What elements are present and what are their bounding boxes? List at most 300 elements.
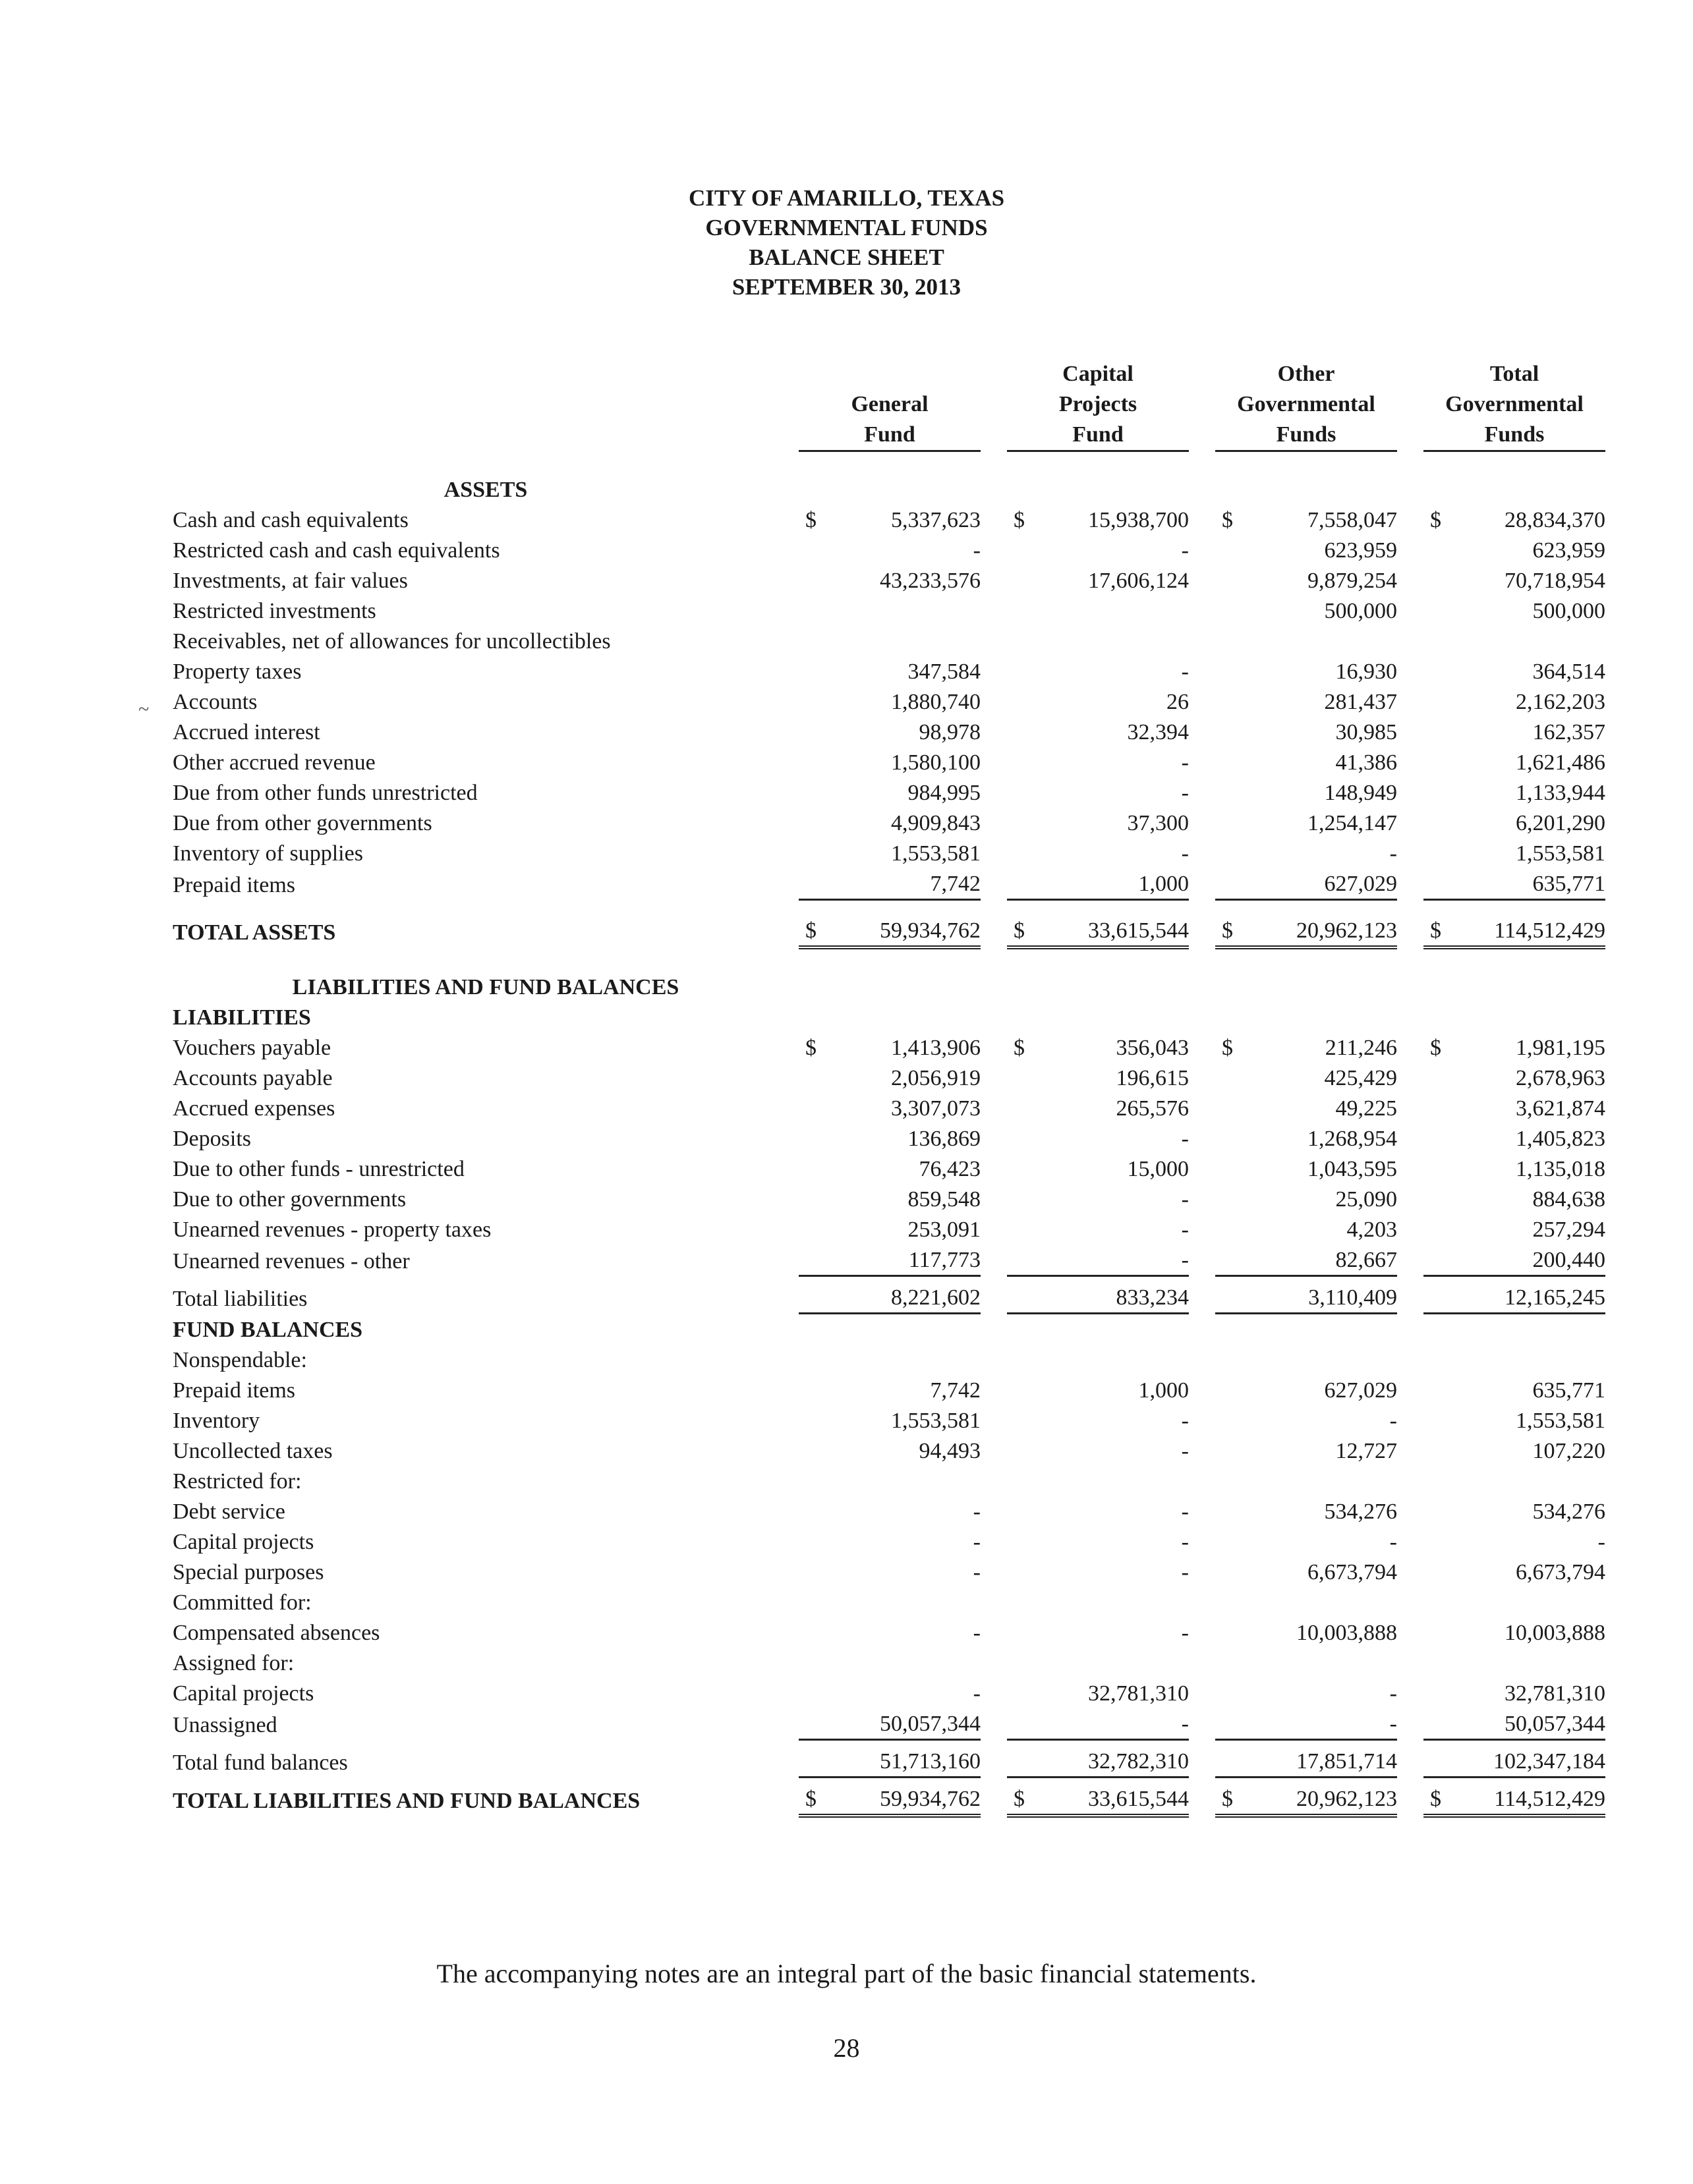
amount: - — [1597, 1530, 1605, 1554]
value-cell — [1007, 565, 1189, 596]
value-cell — [1007, 1740, 1189, 1778]
amount: 107,220 — [1532, 1439, 1605, 1463]
value-cell — [1007, 656, 1189, 686]
value-cell — [1007, 1184, 1189, 1214]
gap-cell — [1189, 1648, 1215, 1678]
amount: 32,781,310 — [1505, 1681, 1605, 1706]
row-nsprep — [173, 1375, 1605, 1405]
value-cell — [1215, 505, 1397, 535]
gap-cell — [1189, 1587, 1215, 1617]
value-cell — [1007, 1778, 1189, 1816]
currency-symbol: $ — [1014, 508, 1025, 532]
value-cell — [1215, 1617, 1397, 1648]
amount: 5,337,623 — [891, 508, 981, 532]
gap-cell — [1397, 1587, 1423, 1617]
empty-cell — [981, 972, 1007, 1002]
gap-cell — [1397, 535, 1423, 565]
amount: 534,276 — [1324, 1499, 1397, 1524]
gap-cell — [1189, 1466, 1215, 1496]
gap-cell — [981, 808, 1007, 838]
amount: 43,233,576 — [880, 569, 981, 593]
amount: 7,742 — [930, 1378, 981, 1403]
row-label: Prepaid items — [173, 1378, 296, 1403]
amount: 10,003,888 — [1296, 1621, 1397, 1645]
gap-cell — [1189, 1405, 1215, 1436]
value-cell — [1007, 1526, 1189, 1557]
gap-cell — [1189, 1436, 1215, 1466]
gap-cell — [981, 1214, 1007, 1245]
gap-cell — [1397, 1778, 1423, 1816]
gap-cell — [1397, 1617, 1423, 1648]
value-cell — [1007, 505, 1189, 535]
amount: 1,413,906 — [891, 1036, 981, 1060]
gap-cell — [1397, 717, 1423, 747]
row-rcap — [173, 1526, 1605, 1557]
gap-cell — [1397, 1648, 1423, 1678]
amount: 20,962,123 — [1296, 918, 1397, 943]
amount: 635,771 — [1532, 872, 1605, 896]
amount: - — [973, 1621, 981, 1645]
currency-symbol: $ — [1222, 1787, 1233, 1811]
empty-cell — [1423, 1587, 1605, 1617]
amount: 257,294 — [1532, 1218, 1605, 1242]
gap-cell — [981, 1466, 1007, 1496]
balance-sheet-body — [173, 452, 1605, 1816]
amount: - — [1181, 538, 1189, 563]
value-cell — [1215, 1778, 1397, 1816]
value-cell — [799, 686, 981, 717]
amount: 1,000 — [1138, 1378, 1189, 1403]
gap-cell — [981, 1032, 1007, 1063]
amount: 102,347,184 — [1493, 1749, 1605, 1774]
row-label: Receivables, net of allowances for uncollectibles — [173, 629, 611, 654]
value-cell — [1423, 808, 1605, 838]
row-label: Accrued expenses — [173, 1096, 335, 1121]
amount: 70,718,954 — [1505, 569, 1605, 593]
value-cell — [1423, 717, 1605, 747]
amount: - — [1181, 750, 1189, 775]
spacer-row — [173, 947, 1605, 972]
amount: 1,580,100 — [891, 750, 981, 775]
gap-cell — [1189, 535, 1215, 565]
row-label: Accrued interest — [173, 720, 320, 744]
value-cell — [1215, 1375, 1397, 1405]
value-cell — [1007, 717, 1189, 747]
currency-symbol: $ — [805, 918, 817, 943]
spacer-cell — [173, 900, 1605, 916]
currency-symbol: $ — [1430, 1036, 1441, 1060]
amount: - — [1181, 1560, 1189, 1584]
amount: 114,512,429 — [1494, 918, 1605, 943]
amount: 1,981,195 — [1516, 1036, 1605, 1060]
row-label: Other accrued revenue — [173, 750, 376, 775]
value-cell — [1423, 656, 1605, 686]
amount: 1,254,147 — [1307, 811, 1397, 835]
gap-cell — [1397, 686, 1423, 717]
value-cell — [1423, 1032, 1605, 1063]
amount: 265,576 — [1116, 1096, 1189, 1121]
amount: - — [1181, 1409, 1189, 1433]
empty-cell — [799, 474, 981, 505]
amount: 1,553,581 — [891, 1409, 981, 1433]
amount: 59,934,762 — [880, 918, 981, 943]
empty-cell — [1007, 1587, 1189, 1617]
amount: 2,162,203 — [1516, 690, 1605, 714]
gap-cell — [981, 1245, 1007, 1276]
currency-symbol: $ — [1430, 918, 1441, 943]
gap-cell — [1397, 1123, 1423, 1154]
gap-cell — [981, 565, 1007, 596]
value-cell — [1423, 1375, 1605, 1405]
empty-cell — [799, 1466, 981, 1496]
gap-cell — [981, 1345, 1007, 1375]
currency-symbol: $ — [805, 508, 817, 532]
row-label: Vouchers payable — [173, 1036, 331, 1060]
empty-cell — [1423, 626, 1605, 656]
value-cell — [1423, 1063, 1605, 1093]
amount: - — [1181, 1439, 1189, 1463]
gap-cell — [1189, 1345, 1215, 1375]
gap-cell — [981, 1276, 1007, 1314]
amount: 12,165,245 — [1505, 1285, 1605, 1310]
empty-cell — [1397, 474, 1423, 505]
currency-symbol: $ — [805, 1787, 817, 1811]
amount: 6,673,794 — [1307, 1560, 1397, 1584]
row-dtof — [173, 1154, 1605, 1184]
gap-cell — [1189, 1526, 1215, 1557]
section-heading: LIABILITIES AND FUND BALANCES — [292, 975, 679, 999]
amount: 9,879,254 — [1307, 569, 1397, 593]
row-tfb — [173, 1740, 1605, 1778]
gap-cell — [1397, 868, 1423, 900]
value-cell — [799, 1526, 981, 1557]
row-assign — [173, 1648, 1605, 1678]
row-nsinv — [173, 1405, 1605, 1436]
amount: - — [973, 1530, 981, 1554]
amount: 196,615 — [1116, 1066, 1189, 1090]
page-number: 28 — [833, 2033, 860, 2063]
gap-cell — [1189, 626, 1215, 656]
row-label: Due from other funds unrestricted — [173, 781, 478, 805]
gap-cell — [1397, 1154, 1423, 1184]
value-cell — [1007, 596, 1189, 626]
gap-cell — [1397, 565, 1423, 596]
amount: - — [1181, 1218, 1189, 1242]
amount: - — [1389, 1681, 1397, 1706]
gap-cell — [981, 1678, 1007, 1708]
value-cell — [1423, 1617, 1605, 1648]
gap-cell — [1397, 626, 1423, 656]
section-liabilities — [173, 1002, 1605, 1032]
value-cell — [1007, 1617, 1189, 1648]
amount: 253,091 — [907, 1218, 981, 1242]
row-label: Special purposes — [173, 1560, 324, 1584]
amount: 148,949 — [1324, 781, 1397, 805]
empty-cell — [1007, 1002, 1189, 1032]
row-tassets — [173, 915, 1605, 947]
empty-cell — [1007, 474, 1189, 505]
empty-cell — [1215, 1587, 1397, 1617]
row-apay — [173, 1063, 1605, 1093]
value-cell — [1007, 1063, 1189, 1093]
row-cash — [173, 505, 1605, 535]
value-cell — [1007, 1032, 1189, 1063]
row-label: Uncollected taxes — [173, 1439, 333, 1463]
amount: 26 — [1166, 690, 1189, 714]
value-cell — [1215, 1063, 1397, 1093]
amount: 1,880,740 — [891, 690, 981, 714]
value-cell — [1423, 1557, 1605, 1587]
value-cell — [799, 1496, 981, 1526]
empty-cell — [1007, 626, 1189, 656]
gap-cell — [981, 1496, 1007, 1526]
amount: 500,000 — [1324, 599, 1397, 623]
empty-cell — [1007, 1648, 1189, 1678]
empty-cell — [1423, 972, 1605, 1002]
amount: 17,851,714 — [1296, 1749, 1397, 1774]
amount: 51,713,160 — [880, 1749, 981, 1774]
amount: - — [1389, 1409, 1397, 1433]
row-rdebt — [173, 1496, 1605, 1526]
row-dfof — [173, 777, 1605, 808]
amount: - — [1181, 781, 1189, 805]
value-cell — [1215, 747, 1397, 777]
row-unasg — [173, 1708, 1605, 1740]
currency-symbol: $ — [1222, 918, 1233, 943]
empty-cell — [1007, 972, 1189, 1002]
row-rinv — [173, 596, 1605, 626]
value-cell — [799, 656, 981, 686]
amount: 32,394 — [1127, 720, 1189, 744]
row-tlfb — [173, 1778, 1605, 1816]
scan-mark: ~ — [138, 698, 150, 720]
row-label: Cash and cash equivalents — [173, 508, 409, 532]
amount: 1,000 — [1138, 872, 1189, 896]
amount: 627,029 — [1324, 1378, 1397, 1403]
value-cell — [799, 777, 981, 808]
empty-cell — [799, 972, 981, 1002]
row-label: Inventory of supplies — [173, 841, 363, 866]
row-label: TOTAL ASSETS — [173, 920, 336, 945]
amount: 30,985 — [1335, 720, 1397, 744]
gap-cell — [1189, 747, 1215, 777]
amount: 49,225 — [1335, 1096, 1397, 1121]
value-cell — [1215, 1123, 1397, 1154]
value-cell — [799, 808, 981, 838]
amount: 28,834,370 — [1505, 508, 1605, 532]
amount: 50,057,344 — [880, 1712, 981, 1736]
value-cell — [1215, 1708, 1397, 1740]
gap-cell — [981, 1093, 1007, 1123]
amount: - — [973, 1499, 981, 1524]
empty-cell — [1397, 1314, 1423, 1345]
value-cell — [1423, 596, 1605, 626]
value-cell — [1007, 777, 1189, 808]
gap-cell — [981, 1154, 1007, 1184]
gap-cell — [981, 505, 1007, 535]
row-label: Total fund balances — [173, 1750, 348, 1775]
amount: 12,727 — [1335, 1439, 1397, 1463]
value-cell — [1423, 915, 1605, 947]
gap-cell — [1189, 1557, 1215, 1587]
value-cell — [1423, 838, 1605, 868]
gap-cell — [981, 535, 1007, 565]
section-heading: FUND BALANCES — [173, 1318, 363, 1342]
spacer-row — [173, 452, 1605, 474]
gap-cell — [981, 1708, 1007, 1740]
amount: - — [1181, 1248, 1189, 1272]
amount: - — [1181, 1187, 1189, 1212]
gap-cell — [981, 1526, 1007, 1557]
empty-cell — [799, 1648, 981, 1678]
empty-cell — [1189, 1002, 1215, 1032]
amount: - — [1181, 659, 1189, 684]
gap-cell — [1397, 838, 1423, 868]
value-cell — [799, 1740, 981, 1778]
col-total-line2: Governmental — [1445, 392, 1584, 416]
gap-cell — [1189, 868, 1215, 900]
value-cell — [1215, 656, 1397, 686]
value-cell — [799, 1123, 981, 1154]
value-cell — [1423, 1154, 1605, 1184]
gap-cell — [1189, 505, 1215, 535]
amount: 3,307,073 — [891, 1096, 981, 1121]
row-oacc — [173, 747, 1605, 777]
amount: 16,930 — [1335, 659, 1397, 684]
amount: 623,959 — [1532, 538, 1605, 563]
amount: 1,135,018 — [1516, 1157, 1605, 1181]
row-label: Unassigned — [173, 1712, 277, 1737]
gap-cell — [1397, 1184, 1423, 1214]
amount: 20,962,123 — [1296, 1787, 1397, 1811]
value-cell — [1423, 535, 1605, 565]
value-cell — [799, 1678, 981, 1708]
gap-cell — [1189, 1617, 1215, 1648]
amount: 76,423 — [919, 1157, 981, 1181]
gap-cell — [981, 1587, 1007, 1617]
col-general-line2: General — [851, 392, 929, 416]
amount: 8,221,602 — [891, 1285, 981, 1310]
amount: 2,056,919 — [891, 1066, 981, 1090]
amount: 41,386 — [1335, 750, 1397, 775]
amount: 1,621,486 — [1516, 750, 1605, 775]
value-cell — [1215, 596, 1397, 626]
row-acap — [173, 1678, 1605, 1708]
gap-cell — [981, 915, 1007, 947]
value-cell — [1007, 838, 1189, 868]
empty-cell — [1397, 972, 1423, 1002]
row-inv — [173, 565, 1605, 596]
gap-cell — [1189, 1093, 1215, 1123]
entity-name: CITY OF AMARILLO, TEXAS — [688, 185, 1005, 211]
row-label: Unearned revenues - property taxes — [173, 1218, 492, 1242]
value-cell — [1007, 915, 1189, 947]
row-label: Compensated absences — [173, 1621, 380, 1645]
amount: 1,043,595 — [1307, 1157, 1397, 1181]
value-cell — [799, 596, 981, 626]
value-cell — [799, 565, 981, 596]
value-cell — [1423, 686, 1605, 717]
value-cell — [1215, 717, 1397, 747]
value-cell — [1215, 808, 1397, 838]
value-cell — [1007, 1154, 1189, 1184]
gap-cell — [981, 838, 1007, 868]
empty-cell — [1423, 1345, 1605, 1375]
gap-cell — [1397, 1436, 1423, 1466]
gap-cell — [981, 626, 1007, 656]
row-nonsp — [173, 1345, 1605, 1375]
gap-cell — [981, 777, 1007, 808]
empty-cell — [799, 1587, 981, 1617]
amount: 4,909,843 — [891, 811, 981, 835]
currency-symbol: $ — [1222, 1036, 1233, 1060]
col-capital-line1: Capital — [1062, 362, 1133, 386]
value-cell — [799, 1778, 981, 1816]
row-tliab — [173, 1276, 1605, 1314]
row-urpt — [173, 1214, 1605, 1245]
row-label: Nonspendable: — [173, 1348, 307, 1372]
amount: 33,615,544 — [1088, 1787, 1189, 1811]
value-cell — [1215, 777, 1397, 808]
amount: 1,553,581 — [1516, 1409, 1605, 1433]
row-restr — [173, 1466, 1605, 1496]
empty-cell — [981, 1314, 1007, 1345]
row-label: Assigned for: — [173, 1651, 295, 1675]
gap-cell — [1397, 915, 1423, 947]
col-capital-projects-fund — [1007, 359, 1189, 452]
amount: 17,606,124 — [1088, 569, 1189, 593]
currency-symbol: $ — [1014, 1036, 1025, 1060]
empty-cell — [1189, 1314, 1215, 1345]
gap-cell — [1189, 1154, 1215, 1184]
gap-cell — [981, 1405, 1007, 1436]
amount: 33,615,544 — [1088, 918, 1189, 943]
amount: - — [1389, 1712, 1397, 1736]
empty-cell — [1423, 1002, 1605, 1032]
value-cell — [1215, 1032, 1397, 1063]
value-cell — [1007, 1093, 1189, 1123]
statement-title — [0, 183, 1693, 302]
empty-cell — [1007, 1466, 1189, 1496]
row-depo — [173, 1123, 1605, 1154]
section-assets — [173, 474, 1605, 505]
value-cell — [799, 1708, 981, 1740]
column-header-row — [173, 359, 1605, 452]
gap-cell — [981, 596, 1007, 626]
gap-cell — [1189, 1375, 1215, 1405]
section-liabilities-and-fund-balances — [173, 972, 1605, 1002]
gap-cell — [1397, 1678, 1423, 1708]
value-cell — [1423, 1436, 1605, 1466]
gap-cell — [1397, 1740, 1423, 1778]
currency-symbol: $ — [805, 1036, 817, 1060]
value-cell — [1007, 1678, 1189, 1708]
value-cell — [799, 1093, 981, 1123]
gap-cell — [981, 717, 1007, 747]
amount: - — [973, 538, 981, 563]
gap-cell — [1397, 1496, 1423, 1526]
value-cell — [1215, 686, 1397, 717]
gap-cell — [1397, 1466, 1423, 1496]
gap-cell — [1397, 1032, 1423, 1063]
amount: 833,234 — [1116, 1285, 1189, 1310]
gap-cell — [1397, 808, 1423, 838]
col-capital-line2: Projects — [1058, 392, 1137, 416]
value-cell — [1423, 505, 1605, 535]
value-cell — [1423, 1214, 1605, 1245]
empty-cell — [1215, 1648, 1397, 1678]
gap-cell — [1189, 565, 1215, 596]
